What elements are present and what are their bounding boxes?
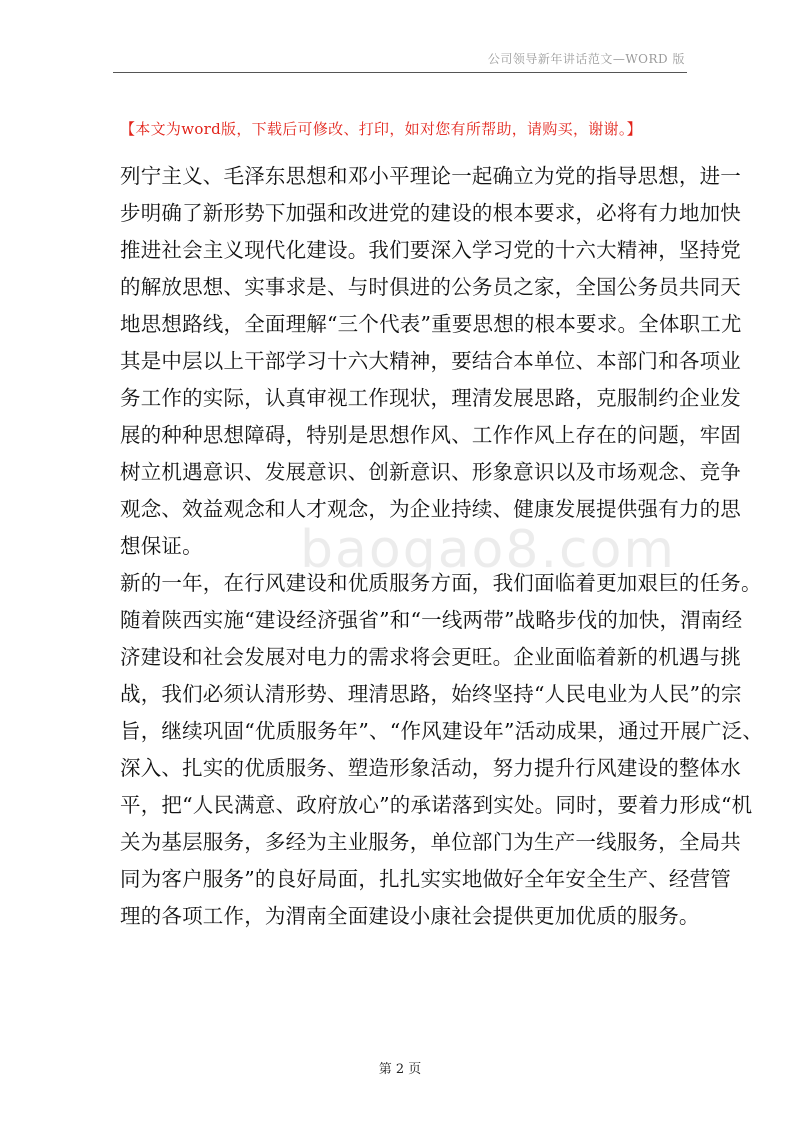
header-divider [113, 72, 687, 73]
paragraph-line: 关为基层服务，多经为主业服务，单位部门为生产一线服务，全局共 [120, 830, 741, 854]
paragraph-line: 展的种种思想障碍，特别是思想作风、工作作风上存在的问题，牢固 [120, 423, 741, 447]
page-number: 第 2 页 [378, 1062, 422, 1077]
paragraph-1 [120, 158, 742, 565]
paragraph-2 [120, 565, 764, 935]
paragraph-line: 理的各项工作，为渭南全面建设小康社会提供更加优质的服务。 [120, 904, 700, 928]
paragraph-line: 平，把“人民满意、政府放心”的承诺落到实处。同时，要着力形成“机 [120, 793, 753, 817]
paragraph-line: 观念、效益观念和人才观念，为企业持续、健康发展提供强有力的思 [120, 497, 741, 521]
download-notice: 【本文为word版，下载后可修改、打印，如对您有所帮助，请购买，谢谢。】 [120, 120, 642, 138]
paragraph-line: 务工作的实际，认真审视工作现状，理清发展思路，克服制约企业发 [120, 386, 741, 410]
paragraph-line: 树立机遇意识、发展意识、创新意识、形象意识以及市场观念、竞争 [120, 460, 741, 484]
watermark: baogao8.com [300, 520, 677, 580]
paragraph-line: 地思想路线，全面理解“三个代表”重要思想的根本要求。全体职工尤 [120, 312, 742, 336]
paragraph-line: 推进社会主义现代化建设。我们要深入学习党的十六大精神，坚持党 [120, 238, 741, 262]
paragraph-line: 步明确了新形势下加强和改进党的建设的根本要求，必将有力地加快 [120, 201, 741, 225]
paragraph-line: 济建设和社会发展对电力的需求将会更旺。企业面临着新的机遇与挑 [120, 645, 741, 669]
paragraph-line: 其是中层以上干部学习十六大精神，要结合本单位、本部门和各项业 [120, 349, 741, 373]
paragraph-line: 的解放思想、实事求是、与时俱进的公务员之家，全国公务员共同天 [120, 275, 741, 299]
document-body [120, 158, 764, 935]
paragraph-line: 列宁主义、毛泽东思想和邓小平理论一起确立为党的指导思想，进一 [120, 164, 741, 188]
paragraph-line: 同为客户服务”的良好局面，扎扎实实地做好全年安全生产、经营管 [120, 867, 731, 891]
page-header-title: 公司领导新年讲话范文—WORD 版 [487, 52, 685, 66]
paragraph-line: 随着陕西实施“建设经济强省”和“一线两带”战略步伐的加快，渭南经 [120, 608, 743, 632]
paragraph-line: 旨，继续巩固“优质服务年”、“作风建设年”活动成果，通过开展广泛、 [120, 719, 764, 743]
paragraph-line: 新的一年，在行风建设和优质服务方面，我们面临着更加艰巨的任务。 [120, 571, 762, 595]
paragraph-line: 战，我们必须认清形势、理清思路，始终坚持“人民电业为人民”的宗 [120, 682, 742, 706]
paragraph-line: 想保证。 [120, 534, 203, 558]
paragraph-line: 深入、扎实的优质服务、塑造形象活动，努力提升行风建设的整体水 [120, 756, 741, 780]
